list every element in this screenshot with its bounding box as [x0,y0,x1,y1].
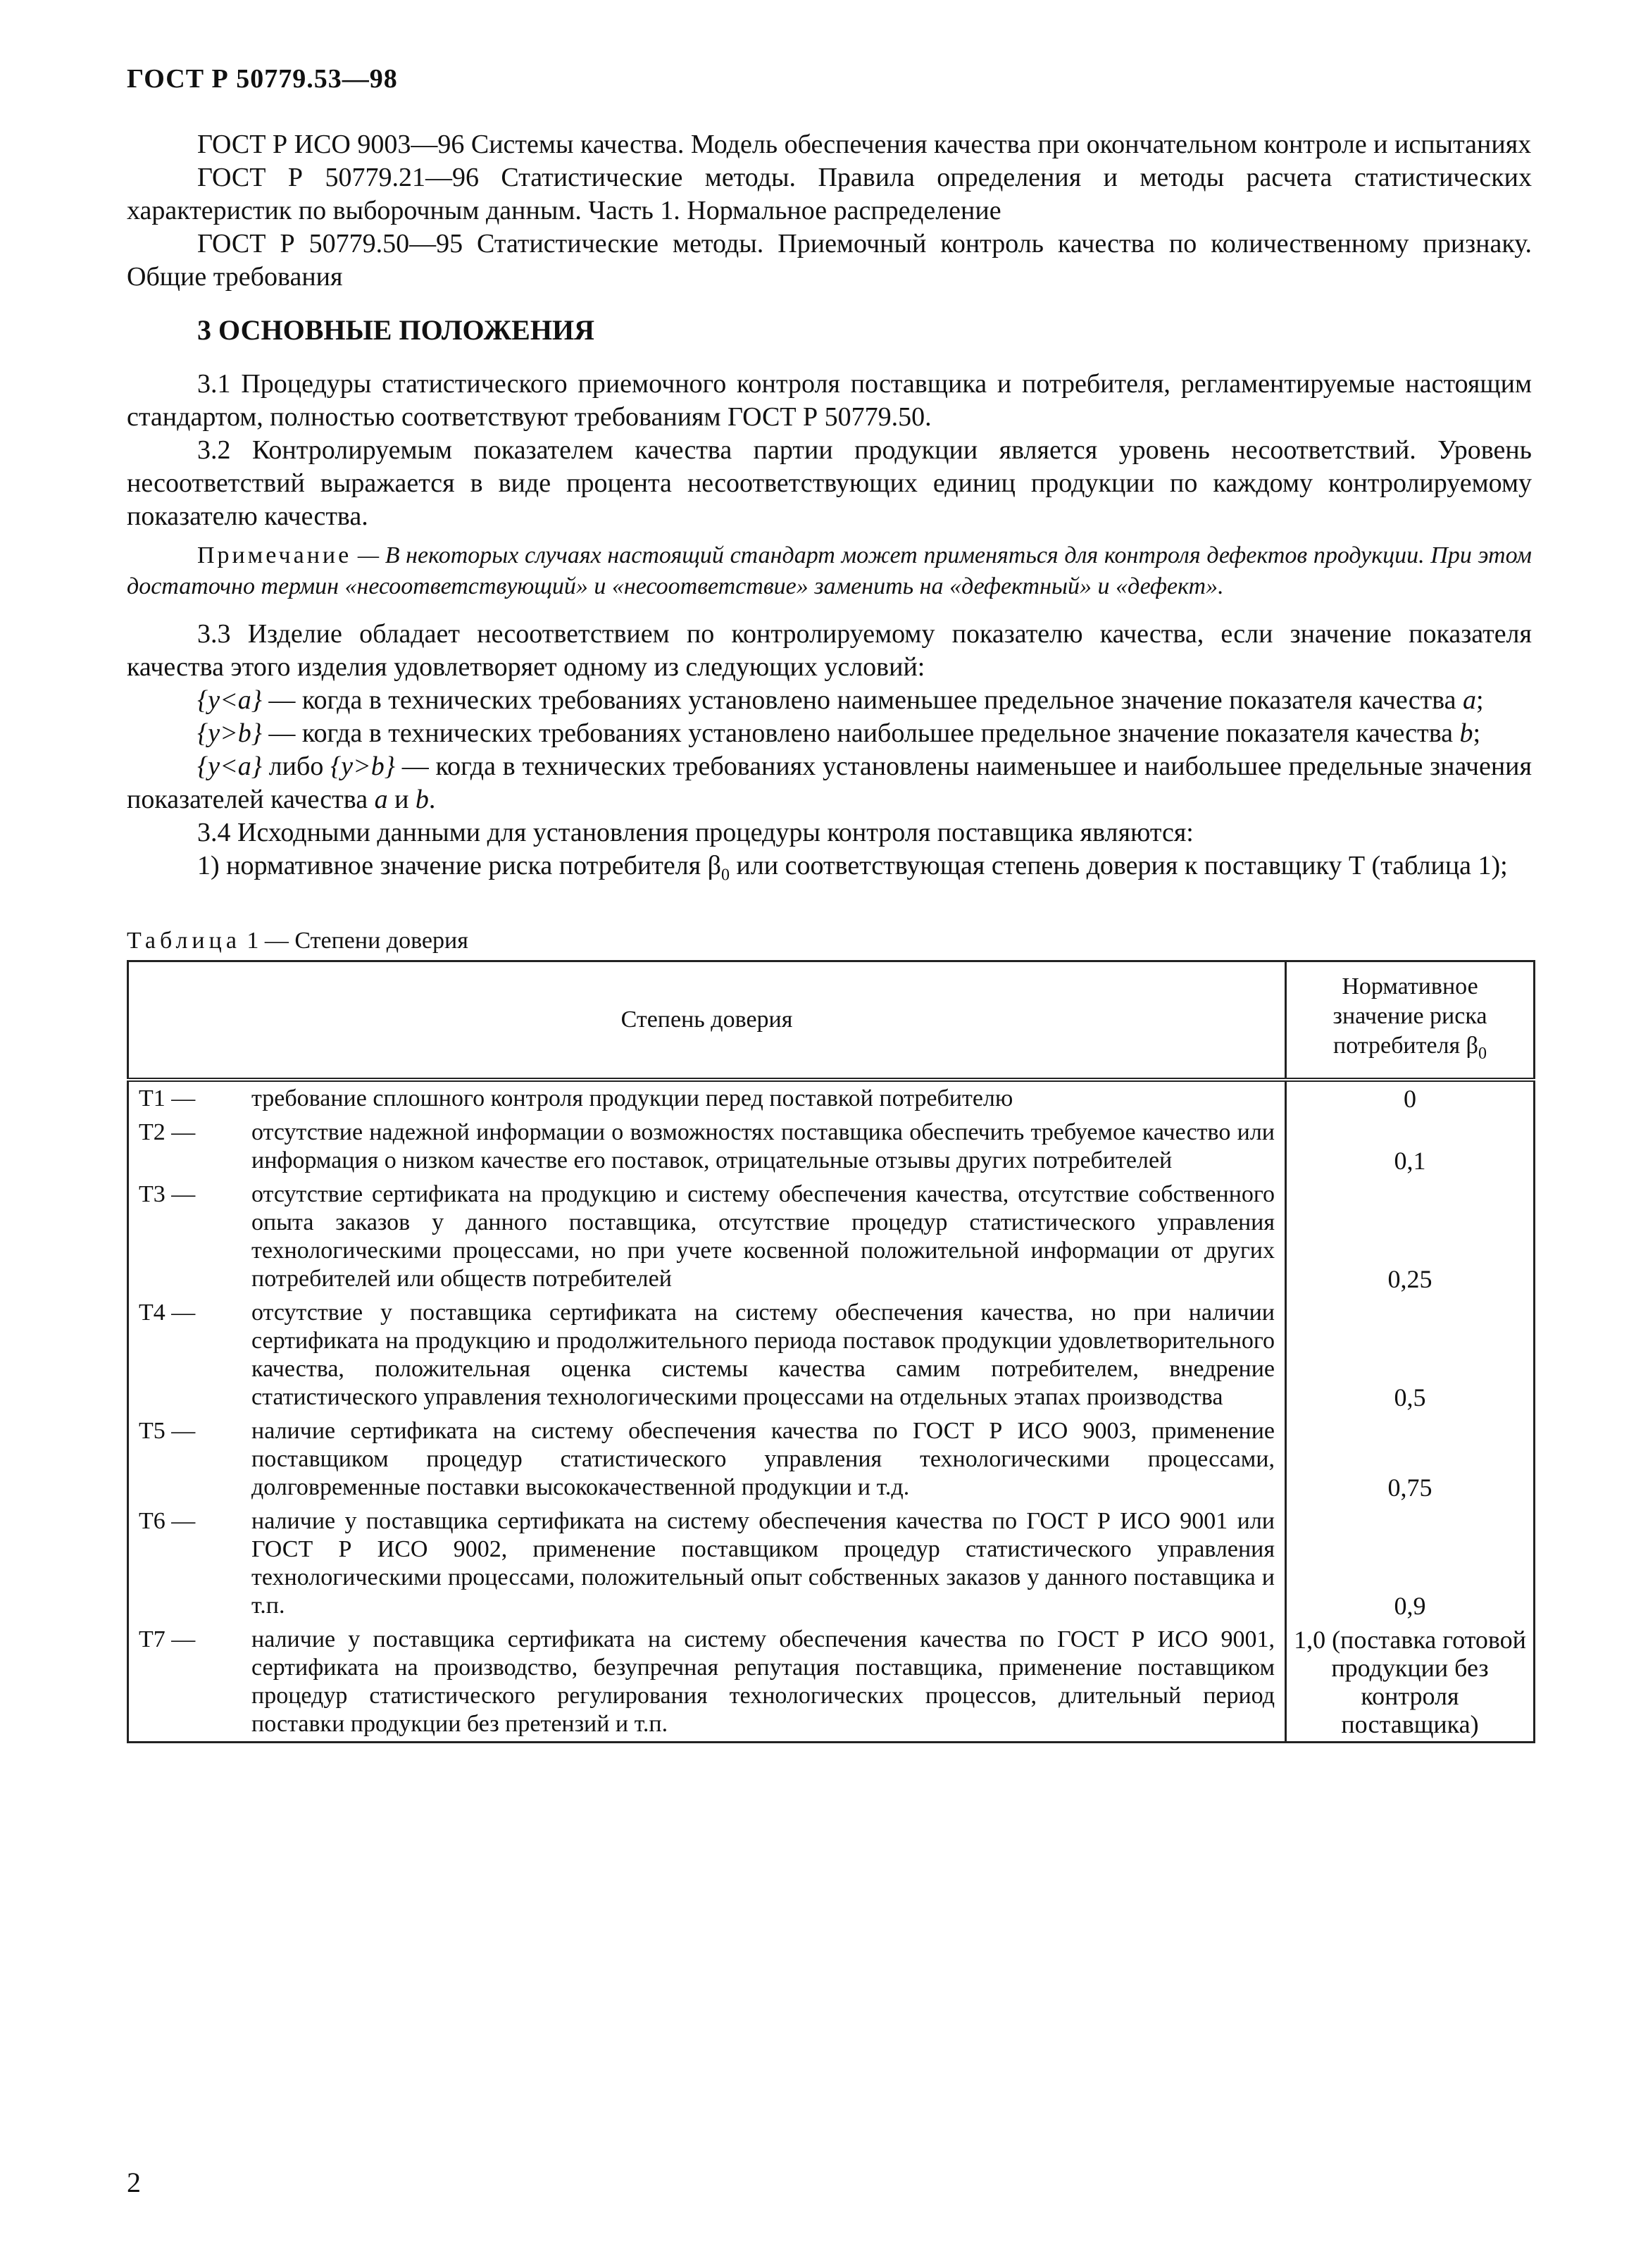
condition-3-expr2: {y>b} [330,752,395,781]
reference-item: ГОСТ Р 50779.50—95 Статистические методы. Приемочный контроль качества по количественному признаку. Общие требования [127,229,1532,292]
table-caption [127,928,1532,954]
condition-1: {y<a} — когда в технических требованиях установлено наименьшее предельное значение показателя качества a; [197,685,1484,715]
table-row [128,1296,1535,1414]
table-row [128,1623,1535,1743]
condition-2-var: b [1459,718,1473,748]
row-description: отсутствие сертификата на продукцию и систему обеспечения качества, отсутствие собственного опыта заказов у данного поставщика, отсутствие процедур статистического управления технологическими процессами, но при учете косвенной положительной информации от других потребителей или обществ потребителей [251,1181,1275,1292]
row-code: Т2 — [139,1119,196,1146]
reference-item: ГОСТ Р 50779.21—96 Статистические методы. Правила определения и методы расчета статистических характеристик по выборочным данным. Часть 1. Нормальное распределение [127,163,1532,225]
section-title: 3 ОСНОВНЫЕ ПОЛОЖЕНИЯ [197,314,594,346]
document-page [127,63,1532,1743]
paragraph-3-4-item-1 [127,849,1532,892]
note-text: — В некоторых случаях настоящий стандарт может применяться для контроля дефектов продукции. При этом достаточно термин «несоответствующий» и «несоответствие» заменить на «дефектный» и «дефект». [127,542,1532,599]
table-row [128,1080,1535,1116]
condition-3: {y<a} либо {y>b} — когда в технических требованиях установлены наименьшее и наибольшее предельные значения показателей качества a и b. [127,752,1532,814]
row-value: 0,75 [1286,1414,1535,1504]
reference-item: ГОСТ Р ИСО 9003—96 Системы качества. Модель обеспечения качества при окончательном контроле и испытаниях [197,130,1532,159]
table-row [128,1504,1535,1623]
condition-3-expr1: {y<a} [197,752,262,781]
risk-header-text: Нормативное значение риска потребителя β [1332,973,1487,1059]
condition-1-text: — когда в технических требованиях установлено наименьшее предельное значение показателя качества [261,685,1463,715]
document-header: ГОСТ Р 50779.53—98 [127,64,398,94]
table-header-risk [1286,961,1535,1080]
row-value: 0 [1286,1080,1535,1116]
condition-3-var-a: a [374,785,388,814]
table-row [128,1414,1535,1504]
table-row [128,1178,1535,1296]
condition-3-var-b: b [415,785,429,814]
condition-2-text: — когда в технических требованиях установлено наибольшее предельное значение показателя качества [261,718,1460,748]
condition-3-mid: либо [261,752,331,781]
row-description: наличие у поставщика сертификата на систему обеспечения качества по ГОСТ Р ИСО 9001, сертификата на производство, безупречная репутация поставщика, применение поставщиком процедур статистического регулирования технологических процессов, длительный период поставки продукции без претензий и т.п. [251,1626,1275,1738]
page-number: 2 [127,2167,141,2198]
row-description: требование сплошного контроля продукции перед поставкой потребителю [251,1085,1013,1112]
condition-3-and: и [387,785,416,814]
row-value: 0,1 [1286,1116,1535,1178]
row-description: наличие у поставщика сертификата на систему обеспечения качества по ГОСТ Р ИСО 9001 или ГОСТ Р ИСО 9002, применение поставщиком процедур статистического управления технологическими процессами, положительный опыт собственных заказов у данного поставщика и т.п. [251,1508,1275,1619]
condition-3-text: — когда в технических требованиях установлены наименьшее и наибольшее предельные значения показателей качества [127,752,1532,814]
table-header-row [128,961,1535,1080]
condition-1-var: a [1463,685,1476,715]
paragraph-3-3: 3.3 Изделие обладает несоответствием по контролируемому показателю качества, если значение показателя качества этого изделия удовлетворяет одному из следующих условий: [127,619,1532,682]
row-code: Т4 — [139,1300,196,1326]
row-code: Т1 — [139,1085,196,1112]
paragraph-3-1: 3.1 Процедуры статистического приемочного контроля поставщика и потребителя, регламентируемые настоящим стандартом, полностью соответствуют требованиям ГОСТ Р 50779.50. [127,369,1532,432]
trust-levels-table [127,960,1535,1744]
row-value: 0,25 [1286,1178,1535,1296]
table-body [128,1080,1535,1743]
row-code: Т6 — [139,1508,196,1535]
note-label: Примечание [197,542,352,568]
table-caption-text: 1 — Степени доверия [240,927,468,954]
row-value: 0,5 [1286,1296,1535,1414]
row-value: 0,9 [1286,1504,1535,1623]
table-caption-label: Таблица [127,927,241,954]
row-code: Т7 — [139,1626,196,1653]
row-code: Т3 — [139,1181,196,1208]
condition-1-expr: {y<a} [197,685,262,715]
condition-2-expr: {y>b} [197,718,262,748]
item-1-text-a: 1) нормативное значение риска потребителя β [197,851,721,880]
row-description: отсутствие надежной информации о возможностях поставщика обеспечить требуемое качество или информация о низком качестве его поставок, отрицательные отзывы других потребителей [251,1119,1275,1174]
item-1-text-b: или соответствующая степень доверия к поставщику Т (таблица 1); [730,851,1508,880]
condition-2: {y>b} — когда в технических требованиях установлено наибольшее предельное значение показателя качества b; [197,718,1481,748]
row-description: отсутствие у поставщика сертификата на систему обеспечения качества, но при наличии сертификата на продукцию и продолжительного периода поставок продукции удовлетворительного качества, положительная оценка системы качества самим потребителем, внедрение статистического управления технологическими процессами на отдельных этапах производства [251,1300,1275,1411]
risk-header-subscript: 0 [1478,1044,1487,1063]
table-header-trust: Степень доверия [128,961,1286,1080]
row-value: 1,0 (поставка готовой продукции без контроля поставщика) [1286,1623,1535,1743]
paragraph-3-2: 3.2 Контролируемым показателем качества партии продукции является уровень несоответствий. Уровень несоответствий выражается в виде процента несоответствующих единиц продукции по каждому контролируемому показателю качества. [127,435,1532,531]
beta-subscript: 0 [721,866,730,885]
paragraph-3-4: 3.4 Исходными данными для установления процедуры контроля поставщика являются: [197,818,1194,847]
note [127,540,1532,602]
row-description: наличие сертификата на систему обеспечения качества по ГОСТ Р ИСО 9003, применение поставщиком процедур статистического управления технологическими процессами, долговременные поставки высококачественной продукции и т.д. [251,1418,1275,1501]
row-code: Т5 — [139,1418,196,1445]
table-row [128,1116,1535,1178]
